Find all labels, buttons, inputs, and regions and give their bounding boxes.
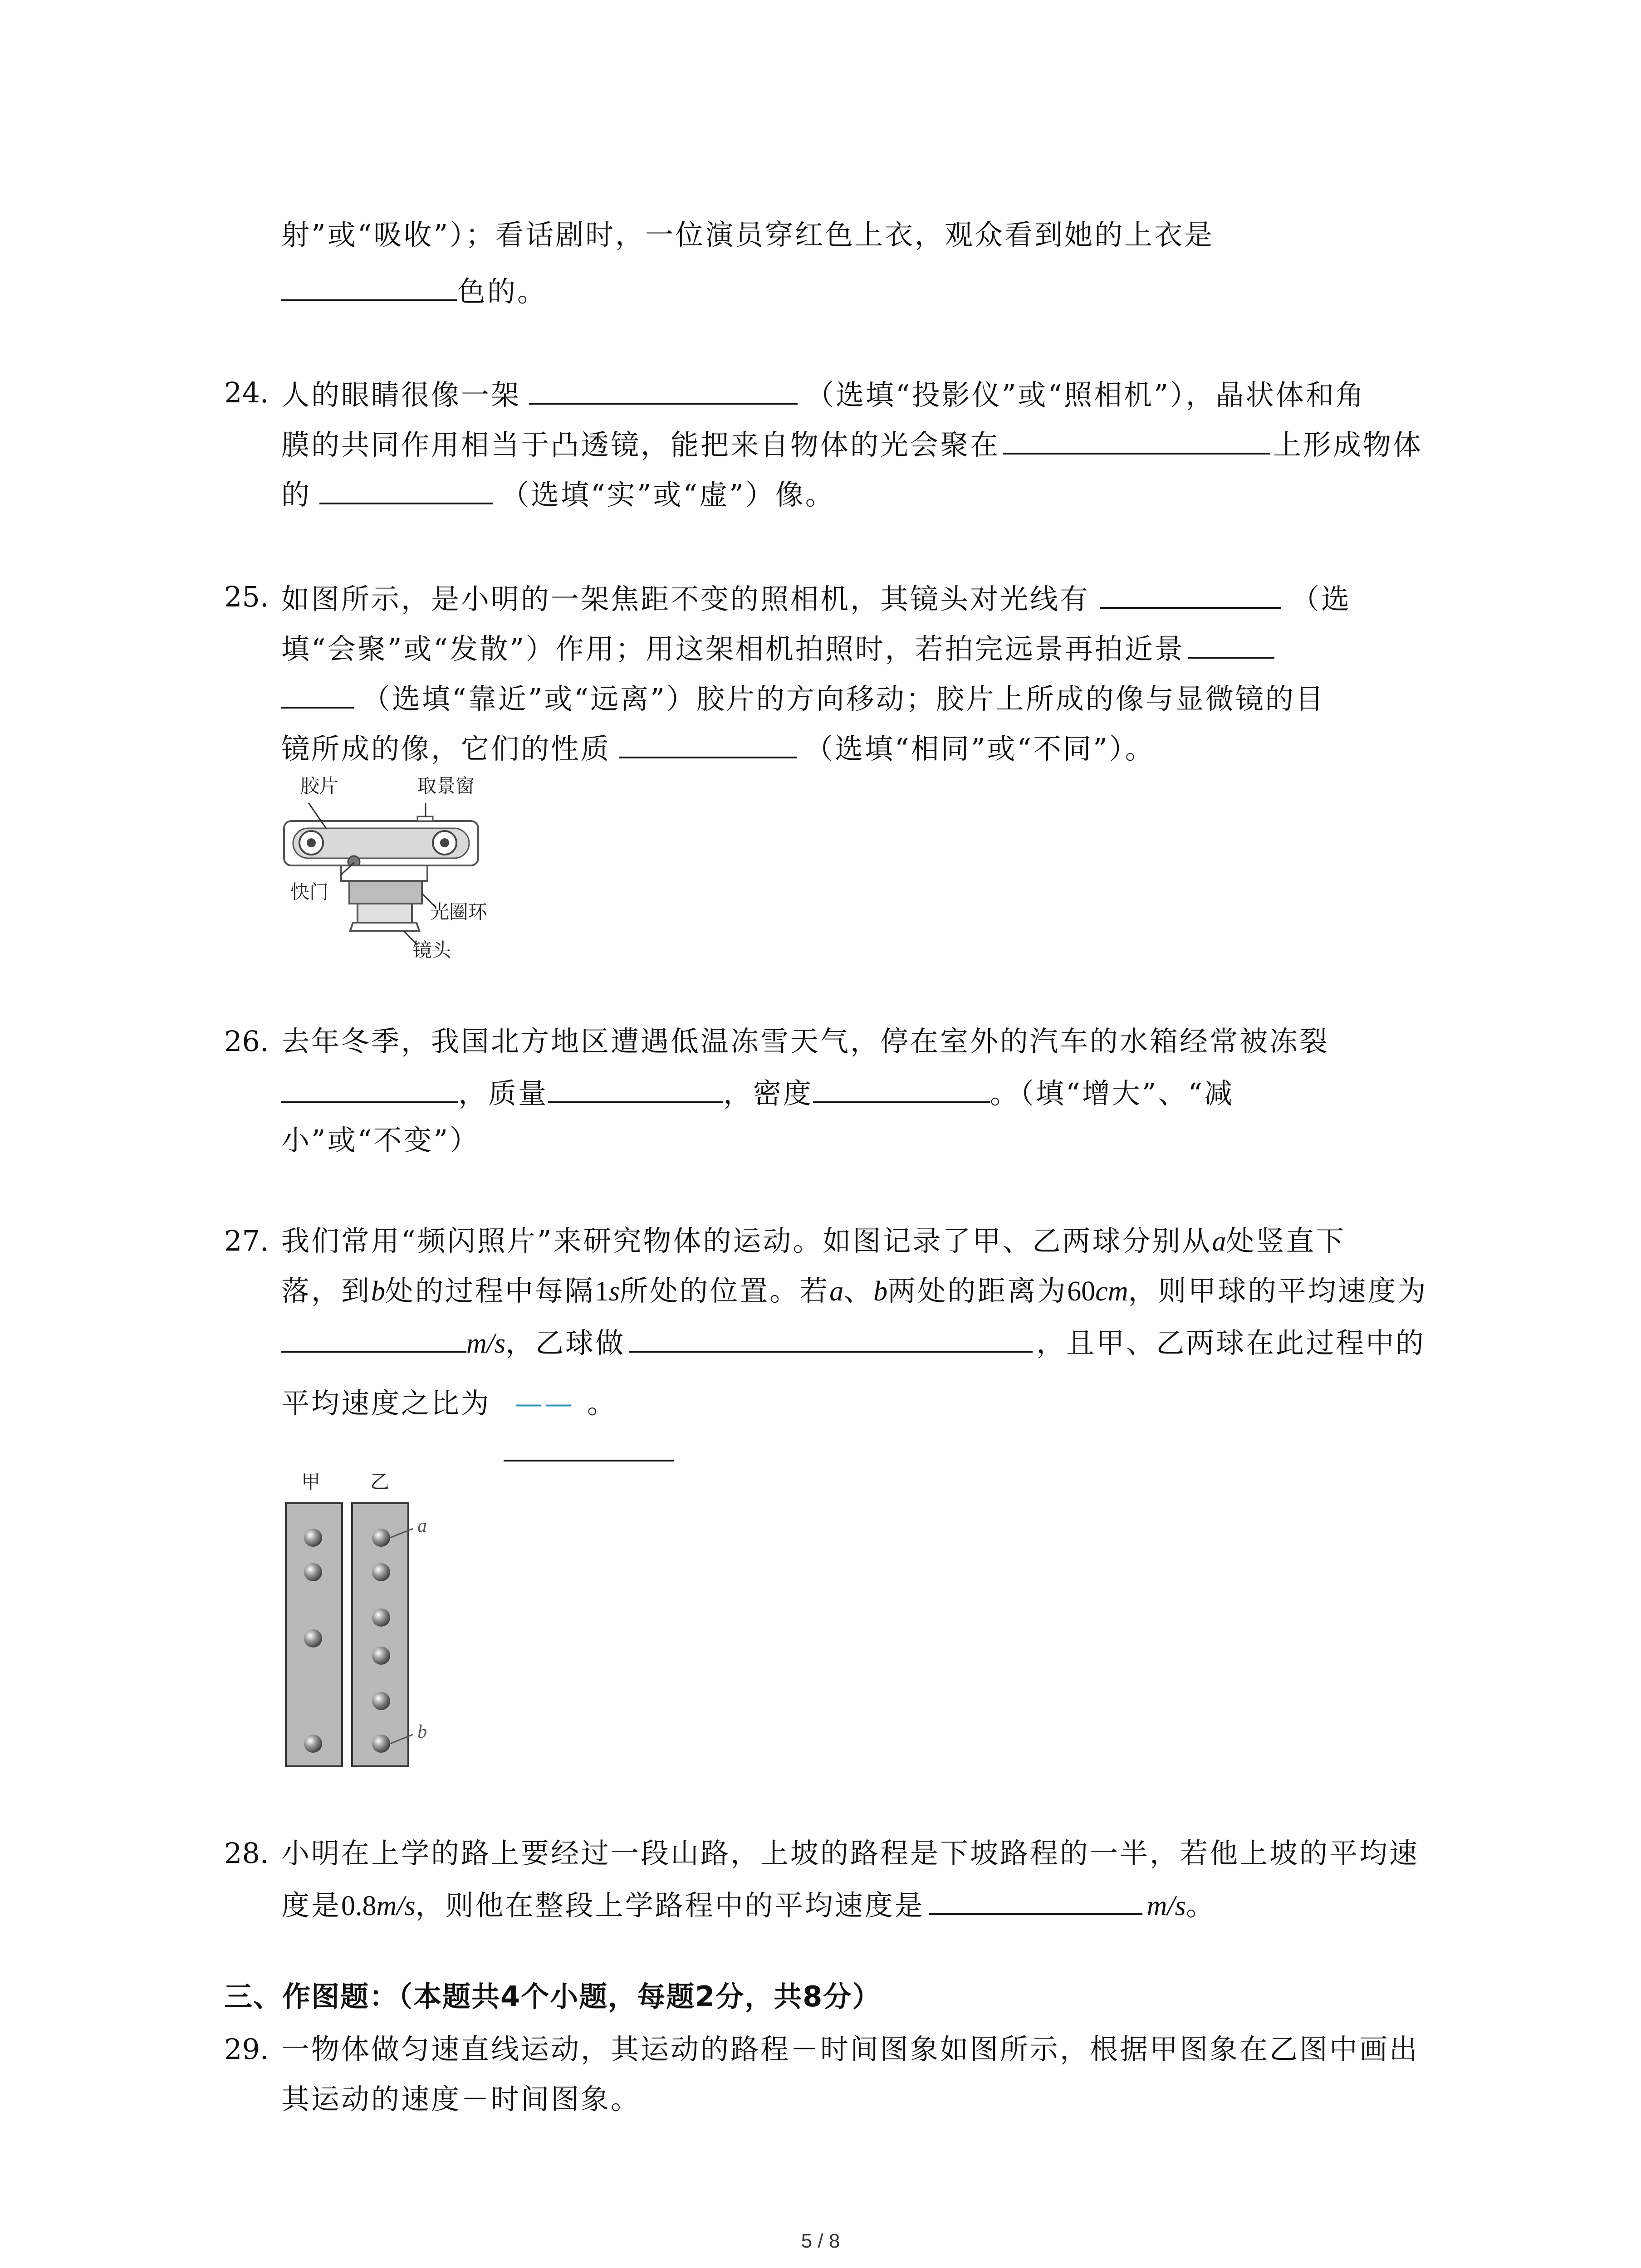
question-number: 25. [224, 580, 269, 613]
answer-blank[interactable] [281, 679, 354, 709]
q25-line3: （选填“靠近”或“远离”）胶片的方向移动；胶片上所成的像与显微镜的目 [281, 679, 1325, 717]
q24-line2: 膜的共同作用相当于凸透镜，能把来自物体的光会聚在 上形成物体 [281, 425, 1423, 463]
answer-blank[interactable] [813, 1073, 990, 1103]
answer-blank[interactable] [929, 1885, 1142, 1915]
q29-line1: 一物体做匀速直线运动，其运动的路程－时间图象如图所示，根据甲图象在乙图中画出 [281, 2033, 1420, 2066]
answer-blank[interactable] [548, 1073, 723, 1103]
q29-line2: 其运动的速度－时间图象。 [281, 2082, 641, 2116]
q26-line2: ，质量 ，密度 。（填“增大”、“减 [281, 1073, 1234, 1112]
answer-blank[interactable] [619, 728, 797, 758]
q28-line2: 度是0.8m/s，则他在整段上学路程中的平均速度是 m/s。 [281, 1885, 1216, 1924]
q23-line2: 色的。 [281, 271, 547, 310]
question-number: 29. [224, 2033, 269, 2066]
strobe-photo-figure [281, 1461, 472, 1778]
label-shutter: 快门 [290, 881, 329, 903]
q27-line3: m/s，乙球做 ，且甲、乙两球在此过程中的 [281, 1323, 1425, 1362]
label-viewfinder: 取景窗 [417, 775, 475, 797]
q27-line1: 我们常用“频闪照片”来研究物体的运动。如图记录了甲、乙两球分别从a处竖直下 [281, 1224, 1346, 1257]
q26-line1: 去年冬季，我国北方地区遭遇低温冻雪天气，停在室外的汽车的水箱经常被冻裂 [281, 1025, 1330, 1058]
label-film: 胶片 [300, 775, 339, 797]
answer-blank[interactable] [319, 474, 493, 504]
question-number: 24. [224, 376, 269, 409]
answer-blank[interactable] [1003, 425, 1270, 455]
camera-diagram [281, 771, 517, 962]
question-number: 28. [224, 1837, 269, 1870]
answer-blank[interactable] [281, 271, 457, 301]
section-heading: 三、作图题：（本题共4个小题，每题2分，共8分） [224, 1980, 882, 2013]
question-number: 26. [224, 1025, 269, 1058]
camera-figure [281, 771, 517, 962]
answer-blank[interactable] [281, 1323, 466, 1353]
q28-line1: 小明在上学的路上要经过一段山路，上坡的路程是下坡路程的一半，若他上坡的平均速 [281, 1837, 1420, 1870]
answer-blank[interactable] [1188, 629, 1274, 659]
answer-blank[interactable] [1100, 579, 1281, 609]
q27-line4: 平均速度之比为 —— 。 [281, 1387, 617, 1420]
label-a: a [417, 1515, 427, 1536]
label-jia: 甲 [301, 1471, 321, 1493]
answer-blank[interactable] [529, 375, 798, 405]
q27-line2: 落，到b处的过程中每隔1s所处的位置。若a、b两处的距离为60cm，则甲球的平均速度为 [281, 1274, 1428, 1307]
label-aperture-ring: 光圈环 [430, 901, 488, 923]
q24-line3: 的 （选填“实”或“虚”）像。 [281, 474, 835, 513]
q24-line1: 人的眼睛很像一架 （选填“投影仪”或“照相机”），晶状体和角 [281, 375, 1366, 413]
q26-line3: 小”或“不变”） [281, 1124, 480, 1157]
page-number: 5 / 8 [801, 2230, 840, 2252]
answer-blank[interactable] [504, 1460, 674, 1461]
label-lens: 镜头 [413, 939, 451, 961]
q25-line1: 如图所示，是小明的一架焦距不变的照相机，其镜头对光线有 （选 [281, 579, 1351, 617]
answer-blank[interactable] [629, 1323, 1033, 1353]
question-number: 27. [224, 1224, 269, 1257]
q25-line4: 镜所成的像，它们的性质 （选填“相同”或“不同”）。 [281, 728, 1155, 767]
strobe-diagram [281, 1461, 472, 1778]
answer-blank[interactable] [281, 1073, 458, 1103]
label-yi: 乙 [370, 1471, 390, 1493]
q23-line1: 射”或“吸收”）；看话剧时，一位演员穿红色上衣，观众看到她的上衣是 [281, 218, 1215, 251]
label-b: b [417, 1721, 427, 1742]
q25-line2: 填“会聚”或“发散”）作用；用这架相机拍照时，若拍完远景再拍近景 [281, 629, 1274, 667]
